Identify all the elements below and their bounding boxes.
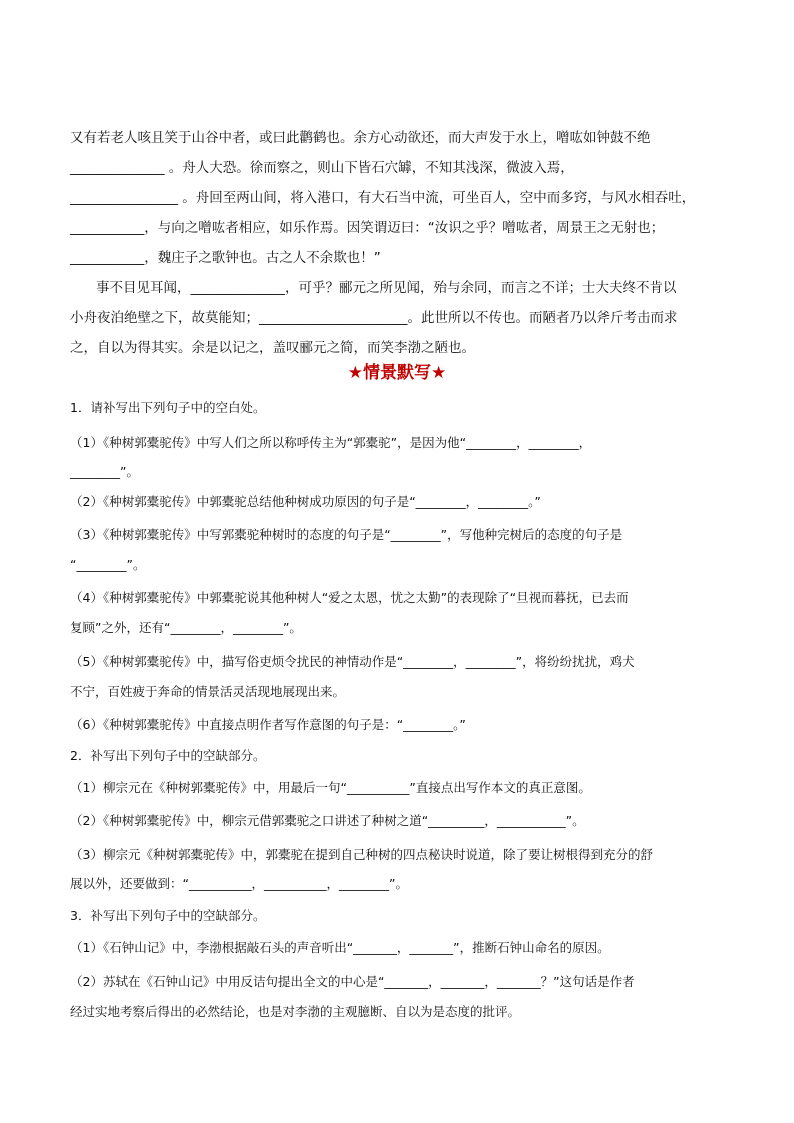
question-1-4-line-1: （4）《种树郭橐驼传》中郭橐驼说其他种树人“爱之太恩，忧之太勤”的表现除了“旦视而暮抚，已去而 — [70, 590, 629, 605]
question-1-5-line-2: 不宁，百姓疲于奔命的情景活灵活现地展现出来。 — [70, 684, 346, 699]
question-1-3-line-2: “________”。 — [70, 557, 146, 572]
question-2-2: （2）《种树郭橐驼传》中，柳宗元借郭橐驼之口讲述了种树之道“_________，___________”。 — [70, 813, 585, 828]
question-2-intro: 2．补写出下列句子中的空缺部分。 — [70, 748, 266, 763]
question-3-1: （1）《石钟山记》中，李渤根据敲石头的声音听出“_______，_______”，推断石钟山命名的原因。 — [70, 940, 610, 955]
question-1-1-line-1: （1）《种树郭橐驼传》中写人们之所以称呼传主为“郭橐驼”，是因为他“________，________， — [70, 435, 592, 450]
passage-line-3: ________________ 。舟回至两山间，将入港口，有大石当中流，可坐百人，空中而多窍，与风水相吞吐， — [70, 190, 696, 206]
passage-line-7: 小舟夜泊绝壁之下，故莫能知；______________________。此世所以不传也。而陋者乃以斧斤考击而求 — [70, 310, 678, 326]
question-1-2: （2）《种树郭橐驼传》中郭橐驼总结他种树成功原因的句子是“________，________。” — [70, 494, 541, 509]
question-1-5-line-1: （5）《种树郭橐驼传》中，描写俗吏烦令扰民的神情动作是“________，________”，将纷纷扰扰，鸡犬 — [70, 654, 635, 669]
question-3-2-line-2: 经过实地考察后得出的必然结论，也是对李渤的主观臆断、自以为是态度的批评。 — [70, 1004, 521, 1019]
section-title: ★情景默写★ — [347, 363, 447, 383]
passage-line-2: ______________ 。舟人大恐。徐而察之，则山下皆石穴罅，不知其浅深，微波入焉， — [70, 160, 574, 176]
passage-line-8: 之，自以为得其实。余是以记之，盖叹郦元之简，而笑李渤之陋也。 — [70, 340, 475, 356]
question-2-3-line-1: （3）柳宗元《种树郭橐驼传》中，郭橐驼在提到自己种树的四点秘诀时说道，除了要让树根得到充分的舒 — [70, 847, 653, 862]
passage-line-1: 又有若老人咳且笑于山谷中者，或曰此鹳鹤也。余方心动欲还，而大声发于水上，噌吰如钟鼓不绝 — [70, 130, 651, 146]
passage-line-4: ___________，与向之噌吰者相应，如乐作焉。因笑谓迈曰：“汝识之乎？噌吰者，周景王之无射也； — [70, 220, 665, 236]
question-2-1: （1）柳宗元在《种树郭橐驼传》中，用最后一句“__________”直接点出写作本文的真正意图。 — [70, 780, 591, 795]
question-3-2-line-1: （2）苏轼在《石钟山记》中用反诘句提出全文的中心是“_______，_______，_______？”这句话是作者 — [70, 974, 635, 989]
question-1-1-line-2: ________”。 — [70, 464, 139, 479]
question-2-3-line-2: 展以外，还要做到：“__________，__________，________”。 — [70, 876, 408, 891]
question-1-3-line-1: （3）《种树郭橐驼传》中写郭橐驼种树时的态度的句子是“________”，写他种完树后的态度的句子是 — [70, 527, 623, 542]
passage-line-6: 事不目见耳闻，______________，可乎？郦元之所见闻，殆与余同，而言之不详；士大夫终不肯以 — [96, 280, 677, 296]
passage-line-5: ___________，魏庄子之歌钟也。古之人不余欺也！” — [70, 250, 381, 266]
question-3-intro: 3．补写出下列句子中的空缺部分。 — [70, 908, 266, 923]
question-1-6: （6）《种树郭橐驼传》中直接点明作者写作意图的句子是：“________。” — [70, 717, 466, 732]
question-1-4-line-2: 复顾”之外，还有“________，________”。 — [70, 620, 302, 635]
question-1-intro: 1．请补写出下列句子中的空白处。 — [70, 400, 266, 415]
